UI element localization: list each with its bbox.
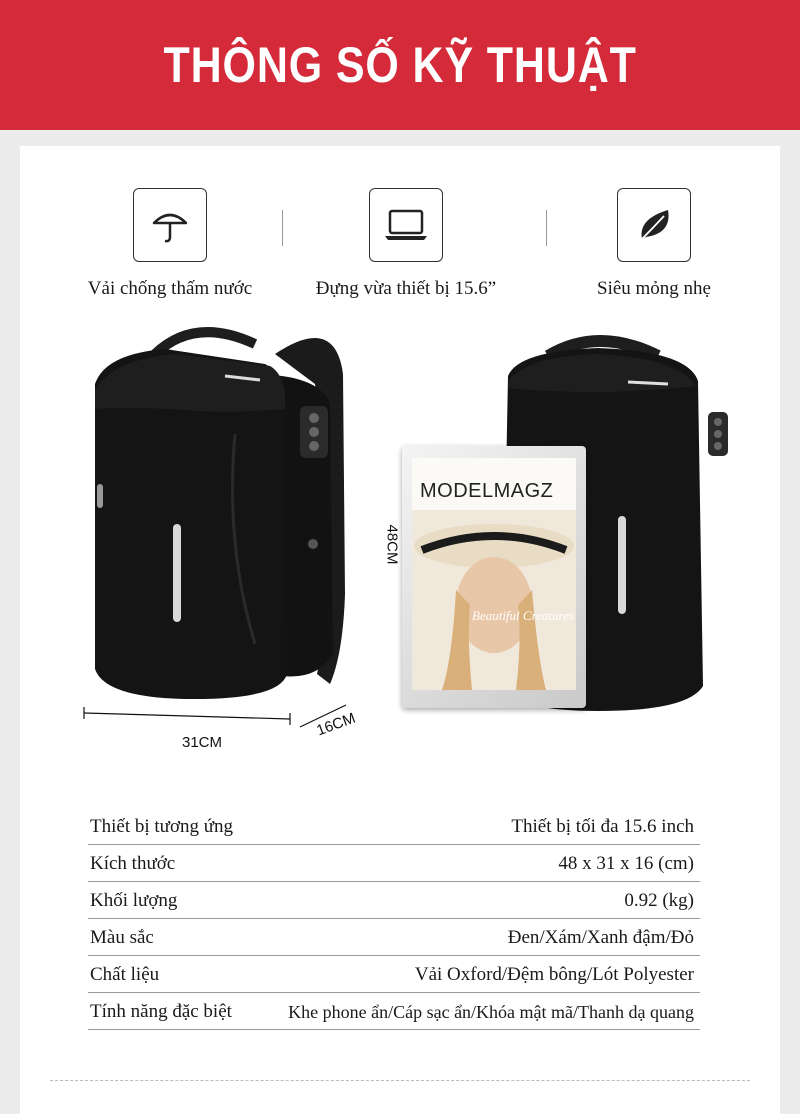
feature-label: Đựng vừa thiết bị 15.6” (315, 278, 497, 299)
spec-row (88, 956, 700, 993)
magazine-subtitle: Beautiful Creatures (472, 608, 574, 623)
feature-laptop (286, 188, 526, 300)
spec-label: Màu sắc (90, 927, 154, 948)
spec-label: Kích thước (90, 853, 176, 874)
backpack-angled-image (75, 314, 395, 734)
dimension-width: 31CM (182, 734, 223, 751)
spec-label: Chất liệu (90, 964, 160, 985)
feature-waterproof (50, 188, 290, 300)
feature-label: Vải chống thấm nước (87, 278, 253, 299)
laptop-icon (369, 188, 443, 262)
spec-row (88, 845, 700, 882)
spec-row (88, 993, 700, 1030)
spec-table (88, 808, 700, 1030)
spec-value: Đen/Xám/Xanh đậm/Đỏ (507, 927, 694, 948)
page-title: THÔNG SỐ KỸ THUẬT (163, 37, 637, 93)
dimension-depth: 16CM (314, 709, 358, 740)
spec-row (88, 919, 700, 956)
model-photo (412, 510, 576, 690)
footer-divider (50, 1080, 750, 1081)
spec-value: Khe phone ẩn/Cáp sạc ẩn/Khóa mật mã/Thanh dạ quang (288, 1002, 694, 1022)
leaf-icon (617, 188, 691, 262)
divider (282, 210, 283, 246)
spec-value: 0.92 (kg) (624, 890, 694, 911)
spec-label: Thiết bị tương ứng (90, 816, 234, 837)
spec-value: 48 x 31 x 16 (cm) (558, 853, 694, 874)
spec-label: Khối lượng (90, 890, 178, 911)
spec-label: Tính năng đặc biệt (90, 1001, 232, 1022)
dimension-height: 48CM (383, 524, 401, 565)
magazine-image (402, 446, 586, 708)
umbrella-icon (133, 188, 207, 262)
spec-value: Vải Oxford/Đệm bông/Lót Polyester (414, 964, 694, 985)
spec-value: Thiết bị tối đa 15.6 inch (511, 816, 694, 837)
spec-row (88, 808, 700, 845)
magazine-title: MODELMAGZ (420, 480, 554, 502)
feature-label: Siêu mỏng nhẹ (597, 278, 711, 299)
feature-lightweight (534, 188, 774, 300)
spec-card (20, 146, 780, 1114)
spec-row (88, 882, 700, 919)
header-banner (0, 0, 800, 130)
magazine-cover (412, 458, 576, 690)
